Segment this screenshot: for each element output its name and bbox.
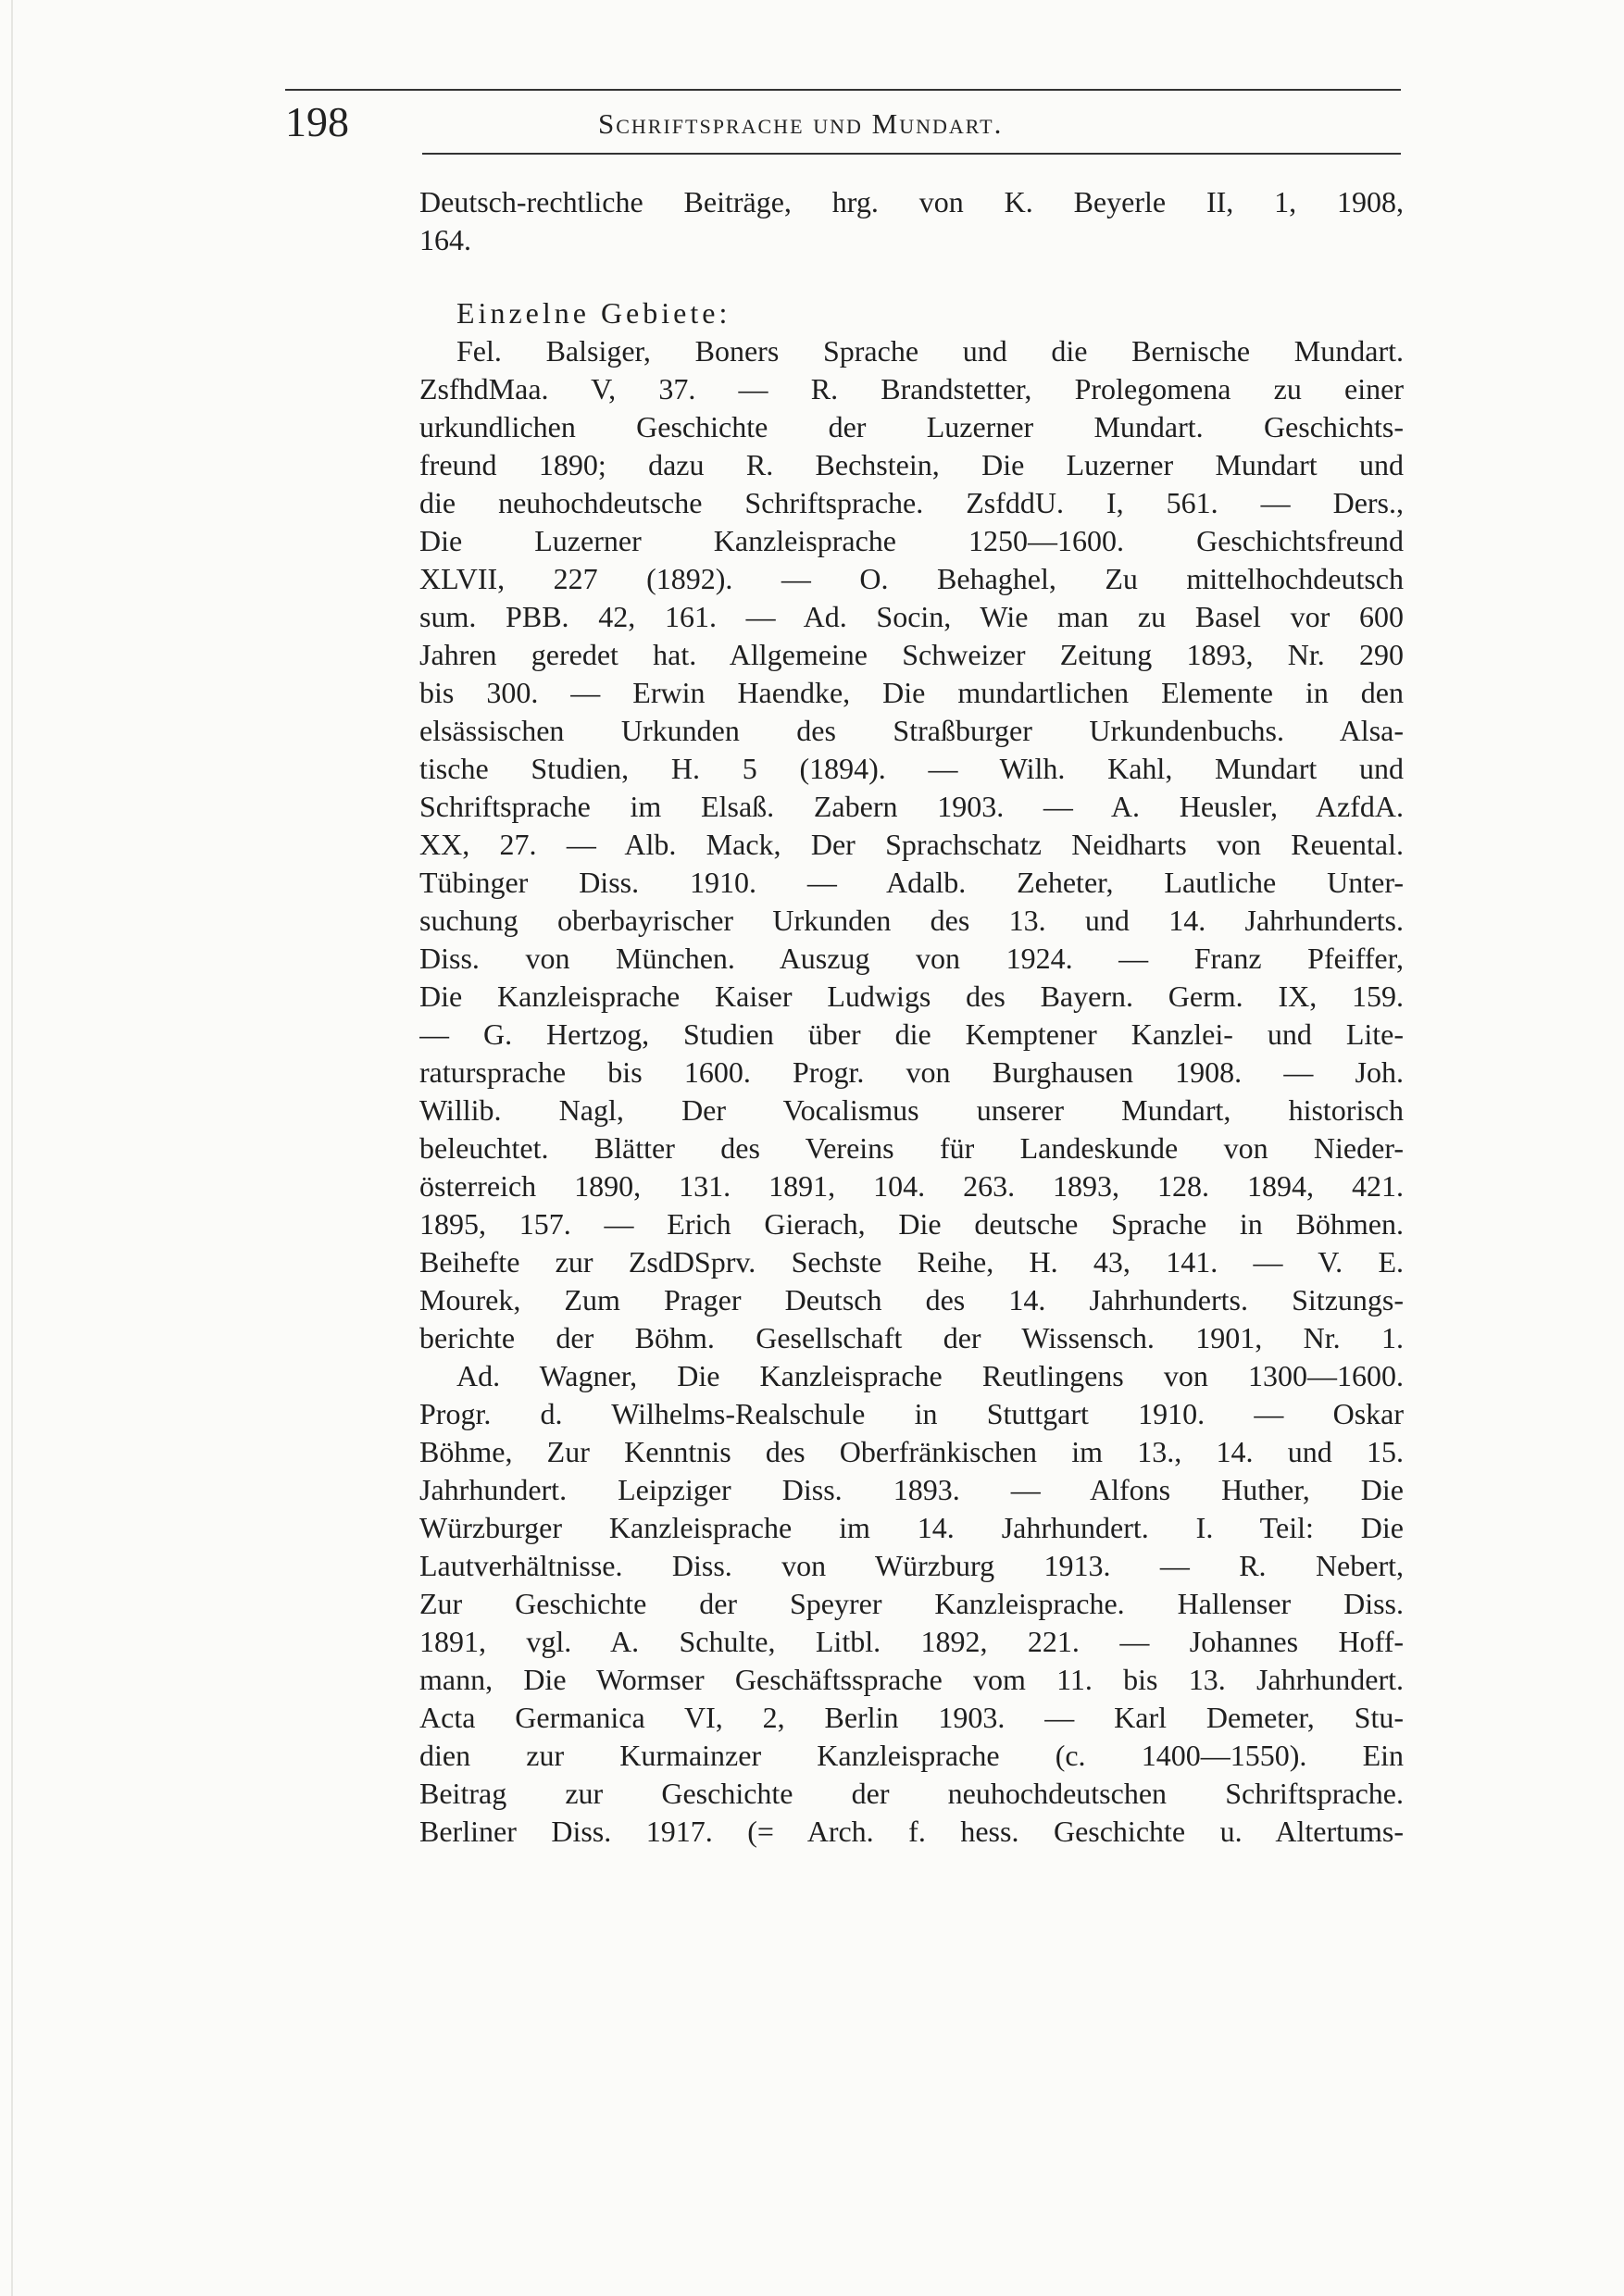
text-line: Die Luzerner Kanzleisprache 1250—1600. Geschichtsfreund (419, 524, 1404, 557)
text-line: ratursprache bis 1600. Progr. von Burghausen 1908. — Joh. (419, 1055, 1404, 1089)
text-line: dien zur Kurmainzer Kanzleisprache (c. 1400—1550). Ein (419, 1739, 1404, 1772)
text-line: Die Kanzleisprache Kaiser Ludwigs des Bayern. Germ. IX, 159. (419, 980, 1404, 1013)
text-line: Mourek, Zum Prager Deutsch des 14. Jahrhunderts. Sitzungs- (419, 1283, 1404, 1316)
section-heading: Einzelne Gebiete: (456, 296, 731, 330)
text-line: Würzburger Kanzleisprache im 14. Jahrhundert. I. Teil: Die (419, 1511, 1404, 1544)
text-line: 1891, vgl. A. Schulte, Litbl. 1892, 221. — Johannes Hoff- (419, 1625, 1404, 1658)
text-line: 164. (419, 223, 471, 256)
text-line: urkundlichen Geschichte der Luzerner Mundart. Geschichts- (419, 410, 1404, 443)
text-line: XX, 27. — Alb. Mack, Der Sprachschatz Neidharts von Reuental. (419, 828, 1404, 861)
text-line: — G. Hertzog, Studien über die Kemptener Kanzlei- und Lite- (419, 1017, 1404, 1051)
text-line: suchung oberbayrischer Urkunden des 13. und 14. Jahrhunderts. (419, 904, 1404, 937)
text-line: Beihefte zur ZsdDSprv. Sechste Reihe, H. 43, 141. — V. E. (419, 1245, 1404, 1279)
text-line: beleuchtet. Blätter des Vereins für Landeskunde von Nieder- (419, 1131, 1404, 1165)
text-line: Willib. Nagl, Der Vocalismus unserer Mundart, historisch (419, 1093, 1404, 1127)
text-line: sum. PBB. 42, 161. — Ad. Socin, Wie man zu Basel vor 600 (419, 600, 1404, 633)
text-line: die neuhochdeutsche Schriftsprache. ZsfddU. I, 561. — Ders., (419, 486, 1404, 519)
text-line: Tübinger Diss. 1910. — Adalb. Zeheter, Lautliche Unter- (419, 866, 1404, 899)
text-line: tische Studien, H. 5 (1894). — Wilh. Kahl, Mundart und (419, 752, 1404, 785)
text-line: Acta Germanica VI, 2, Berlin 1903. — Karl Demeter, Stu- (419, 1701, 1404, 1734)
text-line: österreich 1890, 131. 1891, 104. 263. 1893, 128. 1894, 421. (419, 1169, 1404, 1203)
text-line: freund 1890; dazu R. Bechstein, Die Luzerner Mundart und (419, 448, 1404, 481)
text-line: elsässischen Urkunden des Straßburger Urkundenbuchs. Alsa- (419, 714, 1404, 747)
header-rule-bottom (422, 153, 1401, 155)
text-line: mann, Die Wormser Geschäftssprache vom 11. bis 13. Jahrhundert. (419, 1663, 1404, 1696)
header-rule-top (285, 89, 1401, 91)
text-line: Berliner Diss. 1917. (= Arch. f. hess. Geschichte u. Altertums- (419, 1815, 1404, 1848)
text-line: Progr. d. Wilhelms-Realschule in Stuttgart 1910. — Oskar (419, 1397, 1404, 1430)
text-line: Jahren geredet hat. Allgemeine Schweizer Zeitung 1893, Nr. 290 (419, 638, 1404, 671)
running-title: Schriftsprache und Mundart. (598, 107, 1004, 140)
text-line: Diss. von München. Auszug von 1924. — Franz Pfeiffer, (419, 942, 1404, 975)
text-line: Böhme, Zur Kenntnis des Oberfränkischen im 13., 14. und 15. (419, 1435, 1404, 1468)
page-number: 198 (285, 98, 349, 145)
text-line: 1895, 157. — Erich Gierach, Die deutsche Sprache in Böhmen. (419, 1207, 1404, 1241)
page-header (285, 89, 1401, 163)
text-line: Zur Geschichte der Speyrer Kanzleisprache. Hallenser Diss. (419, 1587, 1404, 1620)
text-line: Ad. Wagner, Die Kanzleisprache Reutlingens von 1300—1600. (456, 1359, 1404, 1392)
scan-edge (11, 0, 13, 2296)
text-line: XLVII, 227 (1892). — O. Behaghel, Zu mittelhochdeutsch (419, 562, 1404, 595)
text-line: Jahrhundert. Leipziger Diss. 1893. — Alfons Huther, Die (419, 1473, 1404, 1506)
text-line: Beitrag zur Geschichte der neuhochdeutschen Schriftsprache. (419, 1777, 1404, 1810)
text-line: Lautverhältnisse. Diss. von Würzburg 1913. — R. Nebert, (419, 1549, 1404, 1582)
text-line: Fel. Balsiger, Boners Sprache und die Bernische Mundart. (456, 334, 1404, 368)
text-line: ZsfhdMaa. V, 37. — R. Brandstetter, Prolegomena zu einer (419, 372, 1404, 406)
text-line: berichte der Böhm. Gesellschaft der Wissensch. 1901, Nr. 1. (419, 1321, 1404, 1354)
paragraph-gap (419, 259, 1404, 294)
text-line: bis 300. — Erwin Haendke, Die mundartlichen Elemente in den (419, 676, 1404, 709)
text-line: Schriftsprache im Elsaß. Zabern 1903. — A. Heusler, AzfdA. (419, 790, 1404, 823)
text-line: Deutsch-rechtliche Beiträge, hrg. von K. Beyerle II, 1, 1908, (419, 185, 1404, 218)
body-text (419, 183, 1404, 1851)
